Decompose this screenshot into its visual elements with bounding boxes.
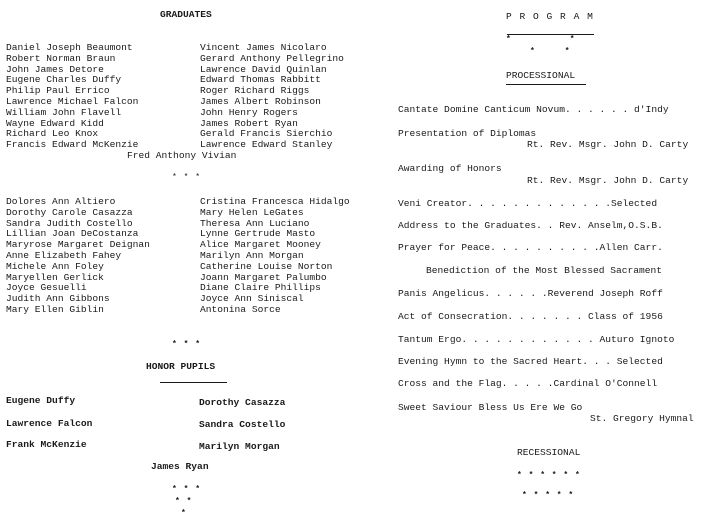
graduate-name: Anne Elizabeth Fahey [6, 250, 122, 261]
ornament-stars: * * * * * * [517, 471, 581, 480]
graduate-name: Antonina Sorce [200, 304, 281, 315]
honor-pupil: Frank McKenzie [6, 439, 87, 450]
graduate-name: John Henry Rogers [200, 107, 298, 118]
graduate-name: Philip Paul Errico [6, 86, 110, 97]
program-item-officiant: Rt. Rev. Msgr. John D. Carty [527, 175, 689, 186]
program-item: Benediction of the Most Blessed Sacrament [426, 265, 663, 276]
program-item-composer: St. Gregory Hymnal [590, 413, 694, 424]
graduate-name: Joyce Gesuelli [6, 283, 87, 294]
boys-column-1 [6, 43, 138, 151]
recessional-heading: RECESSIONAL [517, 447, 581, 458]
girls-column-2 [200, 197, 368, 316]
ornament-stars: * * [506, 35, 576, 44]
ornament-stars: * [181, 509, 187, 518]
graduate-name: Lynne Gertrude Masto [200, 229, 316, 240]
program-item: Address to the Graduates. . Rev. Anselm,O.S.B. [398, 220, 663, 231]
honor-pupil: Marilyn Morgan [199, 441, 280, 452]
honor-underline [160, 382, 227, 383]
graduate-name: James Albert Robinson [200, 96, 321, 107]
graduate-name: Wayne Edward Kidd [6, 118, 104, 129]
graduate-name: Dorothy Carole Casazza [6, 207, 133, 218]
graduate-name: Marilyn Ann Morgan [200, 250, 304, 261]
honor-pupils-title: HONOR PUPILS [146, 361, 216, 372]
graduate-name: William John Flavell [6, 107, 122, 118]
graduate-name: Sandra Judith Costello [6, 218, 133, 229]
program-item: Panis Angelicus. . . . . .Reverend Joseph Roff [398, 288, 663, 299]
program-title: P R O G R A M [506, 11, 594, 22]
graduate-name: Judith Ann Gibbons [6, 294, 110, 305]
graduate-name: Lawrence Michael Falcon [6, 96, 139, 107]
program-item: Act of Consecration. . . . . . . Class of 1956 [398, 311, 663, 322]
graduate-name: Joyce Ann Siniscal [200, 294, 304, 305]
graduates-title: GRADUATES [160, 9, 212, 20]
program-item: Prayer for Peace. . . . . . . . . .Allen Carr. [398, 242, 663, 253]
graduate-name: Diane Claire Phillips [200, 283, 321, 294]
ornament-stars: * * [530, 47, 571, 56]
ornament-stars: * * * * * [522, 491, 575, 500]
program-item: Evening Hymn to the Sacred Heart. . . Selected [398, 356, 663, 367]
processional-underline [506, 84, 586, 85]
graduate-name: Robert Norman Braun [6, 53, 116, 64]
ornament-stars: * * [175, 497, 193, 506]
program-item: Cross and the Flag. . . . .Cardinal O'Connell [398, 378, 658, 389]
graduate-name: Lillian Joan DeCostanza [6, 229, 139, 240]
graduate-name: Lawrence David Quinlan [200, 64, 327, 75]
graduate-name: Cristina Francesca Hidalgo [200, 197, 350, 207]
graduate-name: Edward Thomas Rabbitt [200, 75, 321, 86]
graduate-name: Lawrence Edward Stanley [200, 140, 333, 151]
processional-heading: PROCESSIONAL [506, 70, 576, 81]
program-item: Tantum Ergo. . . . . . . . . . . . Auturo Ignoto [398, 334, 675, 345]
graduate-name: Daniel Joseph Beaumont [6, 43, 133, 53]
program-item: Cantate Domine Canticum Novum. . . . . . d'Indy [398, 104, 669, 115]
graduate-name: Dolores Ann Altiero [6, 197, 116, 207]
graduate-name: Vincent James Nicolaro [200, 43, 327, 53]
honor-pupil: Eugene Duffy [6, 395, 76, 406]
graduate-name: Francis Edward McKenzie [6, 140, 139, 151]
program-item: Sweet Saviour Bless Us Ere We Go [398, 402, 583, 413]
graduate-name: Catherine Louise Norton [200, 261, 333, 272]
honor-pupil: Sandra Costello [199, 419, 286, 430]
graduate-name: Roger Richard Riggs [200, 86, 310, 97]
graduate-name: Maryellen Gerlick [6, 272, 104, 283]
honor-pupil: Dorothy Casazza [199, 397, 286, 408]
graduate-name: John James Detore [6, 64, 104, 75]
program-item-officiant: Rt. Rev. Msgr. John D. Carty [527, 139, 689, 150]
graduate-name: Mary Ellen Giblin [6, 304, 104, 315]
graduate-name: Joann Margaret Palumbo [200, 272, 327, 283]
ornament-stars: * * * [172, 173, 202, 182]
program-item: Veni Creator. . . . . . . . . . . . .Selected [398, 198, 658, 209]
graduate-name: Richard Leo Knox [6, 129, 99, 140]
honor-pupil-last: James Ryan [151, 461, 209, 472]
graduate-name: James Robert Ryan [200, 118, 298, 129]
ornament-stars: * * * [172, 485, 202, 494]
graduate-name: Gerard Anthony Pellegrino [200, 53, 344, 64]
graduate-name: Mary Helen LeGates [200, 207, 304, 218]
graduate-name: Theresa Ann Luciano [200, 218, 310, 229]
girls-column-1 [6, 197, 150, 316]
graduate-name: Gerald Francis Sierchio [200, 129, 333, 140]
program-item: Presentation of Diplomas [398, 128, 537, 139]
graduate-name: Maryrose Margaret Deignan [6, 240, 150, 251]
graduate-name: Eugene Charles Duffy [6, 75, 122, 86]
graduate-name: Alice Margaret Mooney [200, 240, 321, 251]
honor-pupil: Lawrence Falcon [6, 418, 93, 429]
graduate-name: Michele Ann Foley [6, 261, 104, 272]
ornament-stars: * * * [172, 340, 202, 349]
boys-column-2 [200, 43, 344, 151]
program-item: Awarding of Honors [398, 163, 502, 174]
boys-last-name: Fred Anthony Vivian [127, 150, 237, 161]
